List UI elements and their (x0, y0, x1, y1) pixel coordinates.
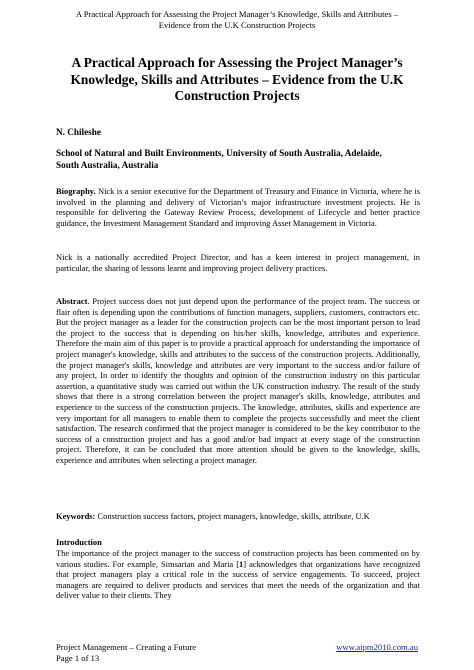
page-number: Page 1 of 13 (56, 652, 100, 663)
citation-reference[interactable]: 1 (239, 558, 244, 569)
affiliation-line-2: South Australia, Australia (56, 159, 159, 170)
footer-conference: Project Management – Creating a Future (56, 642, 197, 652)
section-heading-introduction: Introduction (56, 537, 102, 547)
abstract-paragraph (56, 296, 420, 466)
footer-row (56, 642, 418, 653)
introduction-text-continued: ] acknowledges that organizations have recognized that project managers play a critical role in the success of service engagements. To succeed, project managers are required to deliver products and services that meet the needs of the organization and that deliver value to their clients. They (56, 558, 420, 601)
keywords-label: Keywords: (56, 511, 96, 521)
paper-title-line-3: Construction Projects (174, 88, 300, 103)
keywords-line (56, 511, 420, 522)
introduction-text: The importance of the project manager to the success of construction projects has been commented on by various studies. For example, Simsarian and Maria [ (56, 548, 420, 569)
paper-title-line-2: Knowledge, Skills and Attributes – Evidence from the U.K (70, 71, 404, 87)
paper-title (40, 55, 434, 105)
author-affiliation (56, 148, 424, 171)
biography-paragraph-2: Nick is a nationally accredited Project Director, and has a keen interest in project management, in particular, the sharing of lessons learnt and improving project delivery practices. (56, 252, 420, 273)
introduction-paragraph (56, 548, 420, 601)
author-name: N. Chileshe (56, 127, 101, 137)
biography-paragraph (56, 186, 420, 228)
keywords-text: Construction success factors, project managers, knowledge, skills, attribute, U.K (95, 511, 370, 521)
footer-url-link[interactable]: www.aipm2010.com.au (336, 642, 418, 652)
biography-label: Biography. (56, 186, 96, 196)
running-header-line-1: A Practical Approach for Assessing the Project Manager’s Knowledge, Skills and Attributes – (75, 9, 399, 19)
abstract-label: Abstract (56, 296, 88, 306)
affiliation-line-1: School of Natural and Built Environments, University of South Australia, Adelaide, (56, 148, 382, 158)
running-footer (56, 642, 418, 663)
paper-title-line-1: A Practical Approach for Assessing the Project Manager’s (71, 55, 403, 70)
running-header (40, 9, 434, 30)
biography-text: Nick is a senior executive for the Department of Treasury and Finance in Victoria, where he is involved in the planning and delivery of Victorian’s major infrastructure investment projects. He is responsible for delivering the Gateway Review Process, development of Lifecycle and better practice guidance, the Investment Management Standard and improving Asset Management in Victoria. (56, 186, 420, 228)
running-header-line-2: Evidence from the U.K Construction Projects (158, 19, 316, 30)
abstract-text: . Project success does not just depend upon the performance of the project team. The success or flair often is depending upon the contributions of function managers, suppliers, customers, contractors etc. But the project manager as a leader for the construction projects can be the most important person to lead the project to the success that is depending on his/her skills, knowledge, attributes and experience. Therefore the main aim of this paper is to provide a practical approach for understanding the importance of project manager's knowledge, skills and attributes to the success of the construction projects. Additionally, the project manager's skills, knowledge and attributes are very important to the success and/or failure of any project, In order to identify the thoughts and opinion of the construction industry on this particular assertion, a quantitative study was carried out within the UK construction industry. The result of the study shows that there is a strong correlation between the project manager's skills, knowledge, attributes and experience to the success of the construction projects. The knowledge, attributes, skills and experience are very important for all managers to enable them to complete the projects successfully and meet the client satisfaction. The research confirmed that the project manager is considered to be the key contributor to the success of a construction project and has a good and/or bad impact at every stage of the construction project. Therefore, it can be concluded that more attention should be given to the knowledge, skills, experience and attributes when selecting a project manager. (56, 296, 420, 465)
